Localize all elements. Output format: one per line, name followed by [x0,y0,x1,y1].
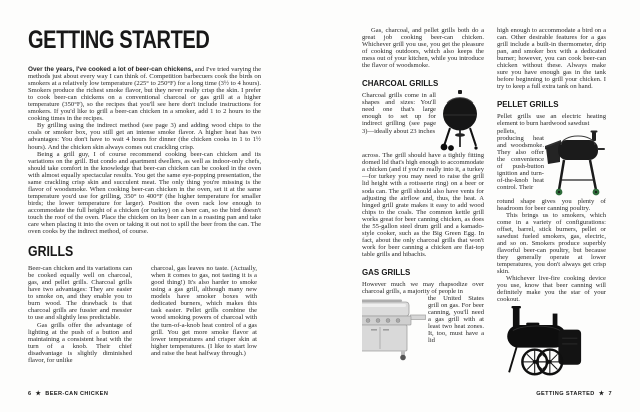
pellet-wrap-row [497,128,606,198]
pellet-grills-heading: PELLET GRILLS [497,99,559,110]
right-page-footer [536,391,612,397]
smokers-paragraph: This brings us to smokers, which come in a variety of configurations: offset, barrel, stick burners, pellet or sawdust fueled smokers, gas, electric, and so on. Smokers produce superbly flavorful beer-can poultry, but because they generally operate at lower temperatures, you don't always get crisp skin. [497,211,606,275]
intro-lead-bold: Over the years, I've cooked a lot of beer-can chickens, [28,66,194,73]
paragraph-oven-method: Being a grill guy, I of course recommend cooking beer-can chicken and its variations on the grill. But condo and apartment dwellers, as well as indoor-only chefs, should take comfort in the knowledge that beer-can chicken can be cooked in the oven with almost equally spectacular results. You get the same eye-popping presentation, the same crackling crisp skin and succulent meat. The only thing you're missing is the flavor of woodsmoke. When cooking beer-can chicken in the oven, set it at the same temperature you'd use for grilling, 350° to 400°F (the higher temperature for smaller birds; the lower temperature for larger). Position the oven rack low enough to accommodate the full height of a chicken (or turkey) on a beer can, so the bird doesn't touch the roof of the oven. Place the chicken on its beer can in a roasting pan and take care when placing it into the oven or taking it out not to spill the beer from the can. The oven cooks by the indirect method, of course. [28,150,261,236]
gas-paragraph-continued: high enough to accommodate a bird on a can. Other desirable features for a gas grill include a built-in thermometer, drip pan, and smoker box with a dedicated burner; however, you can cook beer-can chicken without these. Always make sure you have enough gas in the tank before beginning to grill your chicken. I try to keep a full extra tank on hand. [497,27,606,91]
charcoal-wrap-row [362,92,484,152]
right-page-column-2 [497,27,606,387]
gas-paragraph-lead: However much we may rhapsodize over charcoal grills, a majority of people in [362,280,484,296]
pellet-paragraph-lead: Pellet grills use an electric heating element to burn hardwood sawdust [497,113,606,128]
right-footer-label: GETTING STARTED [536,391,595,397]
grills-paragraph-1: Beer-can chicken and its variations can be cooked equally well on charcoal, gas, and pellet grills. Charcoal grills have two advantages: They are easier to smoke on, and they enable you to burn wood. The drawback is that charcoal grills are fussier and messier to use and slightly less predictable. [28,265,132,322]
grills-paragraph-2: Gas grills offer the advantage of lighting at the push of a button and maintaining a consistent heat with the turn of a knob. Their chief disadvantage is slightly diminished flavor, for unlike [28,321,132,364]
right-page-number: 7 [608,391,612,397]
intro-rest: and I've tried varying the methods just about every way I can think of. Competition barbecuers cook the birds on smokers at a relatively low temperature (225° to 250°F) for a long time (3½ to 4 hours). Smokers produce the richest smoke flavor, but they never really crisp the skin. I prefer to cook beer-can chickens on a conventional charcoal or gas grill at a higher temperature (350°F), so the recipes that you'll see here don't include instructions for smokers. If you'd like to grill a beer-can chicken in a smoker, add 1 to 2 hours to the cooking times in the recipes. [28,66,261,123]
closing-paragraph: Whichever live-fire cooking device you use, know that beer canning will definitely make you the star of your cookout. [497,275,606,304]
charcoal-paragraph-rest: across. The grill should have a tightly fitting domed lid that's high enough to accommodate a chicken (and if you're really into it, a turkey—for turkey you may need to raise the grill lid height with a rotisserie ring) on a beer or soda can. The grill should also have vents for adjusting the airflow and, thus, the heat. A hinged grill grate makes it easy to add wood chips to the coals. The common kettle grill works great for beer canning chicken, as does the 55-gallon steel drum grill and a kamado-style cooker, such as the Big Green Egg. In fact, about the only charcoal grills that won't work for beer canning a chicken are flat-top table grills and hibachis. [362,152,484,258]
left-page-footer [28,391,108,397]
gas-paragraph-wrap: the United States grill on gas. For beer canning, you'll need a gas grill with at least two heat zones. It, too, must have a lid [428,295,484,345]
gas-grills-heading: GAS GRILLS [362,266,411,277]
grills-column-right [151,265,257,364]
charcoal-kettle-grill-image [438,90,482,152]
intro-paragraph [28,66,261,122]
grills-column-left [28,265,132,364]
paragraph-indirect-method: By grilling using the indirect method (see page 3) and adding wood chips to the coals or smoker box, you still get an intense smoke flavor. A higher heat has two advantages: You don't have to wait 4 hours for dinner (the chicken cooks in 1 to 1½ hours). And the chicken skin always comes out crackling crisp. [28,122,261,151]
grills-columns [28,265,261,364]
left-page-number: 6 [28,391,32,397]
pellet-grill-image [544,124,606,198]
offset-smoker-image [503,306,591,378]
star-icon: ★ [35,391,42,397]
pellet-paragraph-wrap: pellets, producing heat and woodsmoke. They also offer the convenience of push-button ignition and turn-of-the-knob heat control. Their [497,127,544,191]
left-footer-label: BEER-CAN CHICKEN [45,391,109,397]
grills-paragraph-3: charcoal, gas leaves no taste. (Actually, when it comes to gas, not tasting it is a good thing!) It's also harder to smoke using a gas grill, although many new models have smoker boxes with dedicated burners, which makes this task easier. Pellet grills combine the wood smoking powers of charcoal with the turn-of-a-knob heat control of a gas grill. You get more smoke flavor at lower temperatures and crisper skin at higher temperatures. (I like to start low and raise the heat halfway through.) [151,265,257,357]
gas-wrap-row [362,295,484,361]
charcoal-grills-heading: CHARCOAL GRILLS [362,78,439,89]
charcoal-paragraph-wrap: Charcoal grills come in all shapes and sizes: You'll need one that's large enough to set up for indirect grilling (see page 3)—ideally about 23 inches [362,92,436,135]
right-page-column-1 [362,27,484,387]
gas-grill-image [362,297,426,361]
star-icon: ★ [598,391,605,397]
left-page [28,26,261,364]
right-intro-paragraph: Gas, charcoal, and pellet grills both do a great job cooking beer-can chicken. Whichever grill you use, you get the pleasure of cooking outdoors, which also keeps the mess out of your kitchen, while you introduce the flavor of woodsmoke. [362,27,484,70]
page-title: GETTING STARTED [28,26,210,54]
pellet-paragraph-rest: rotund shape gives you plenty of headroom for beer canning poultry. [497,197,606,212]
grills-heading: GRILLS [28,244,74,261]
